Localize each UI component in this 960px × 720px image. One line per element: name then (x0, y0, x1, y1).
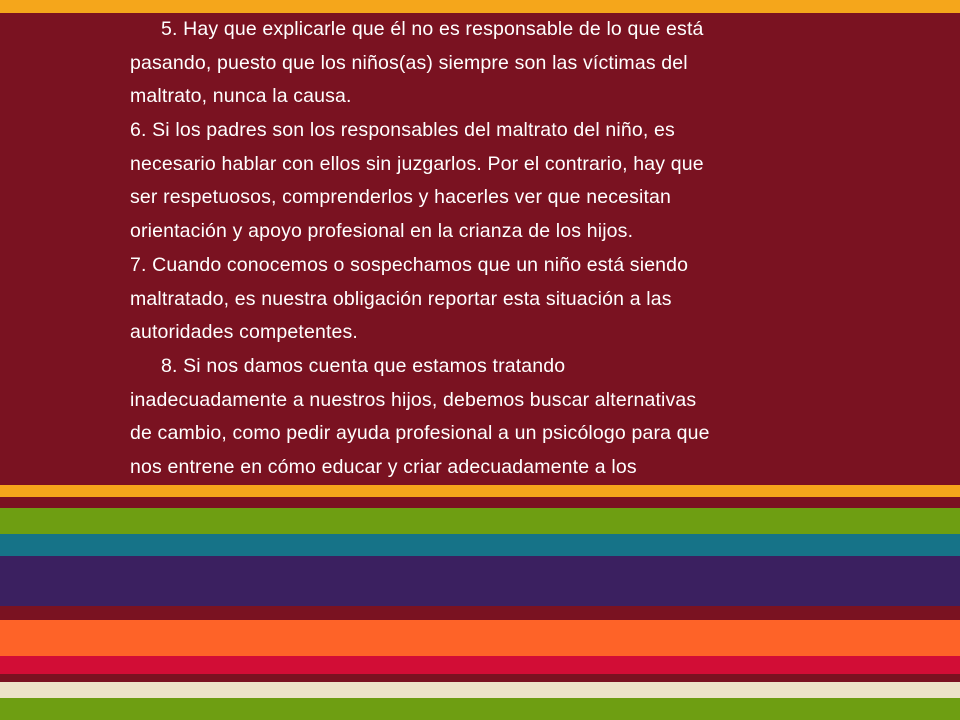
text-line: 8. Si nos damos cuenta que estamos tratando (161, 354, 566, 377)
text-line: de cambio, como pedir ayuda profesional a un psicólogo para que (130, 422, 710, 445)
text-line: ser respetuosos, comprenderlos y hacerles ver que necesitan (130, 186, 672, 209)
stripe-maroon (0, 674, 960, 682)
text-line: 6. Si los padres son los responsables del maltrato del niño, es (130, 119, 675, 142)
text-line: autoridades competentes. (130, 321, 358, 344)
stripe-maroon (0, 497, 960, 508)
stripe-red (0, 656, 960, 674)
text-line: 5. Hay que explicarle que él no es responsable de lo que está (161, 18, 704, 40)
slide-body-text (130, 13, 850, 518)
stripe-orange (0, 485, 960, 497)
text-line: orientación y apoyo profesional en la crianza de los hijos. (130, 220, 634, 243)
text-line: maltrato, nunca la causa. (130, 85, 352, 108)
text-line: nos entrene en cómo educar y criar adecuadamente a los (130, 455, 637, 478)
text-line: inadecuadamente a nuestros hijos, debemos buscar alternativas (130, 388, 697, 411)
stripe-teal (0, 534, 960, 556)
text-line: necesario hablar con ellos sin juzgarlos. Por el contrario, hay que (130, 152, 704, 175)
top-accent-stripe (0, 0, 960, 13)
stripe-green (0, 698, 960, 720)
stripe-maroon (0, 606, 960, 620)
stripe-green (0, 508, 960, 534)
stripe-bright-orange (0, 620, 960, 656)
slide-content-panel (0, 13, 960, 485)
stripe-cream (0, 682, 960, 698)
text-line: maltratado, es nuestra obligación reportar esta situación a las (130, 287, 672, 310)
text-line: pasando, puesto que los niños(as) siempre son las víctimas del (130, 51, 688, 74)
stripe-purple (0, 556, 960, 606)
text-line: 7. Cuando conocemos o sospechamos que un niño está siendo (130, 253, 689, 276)
